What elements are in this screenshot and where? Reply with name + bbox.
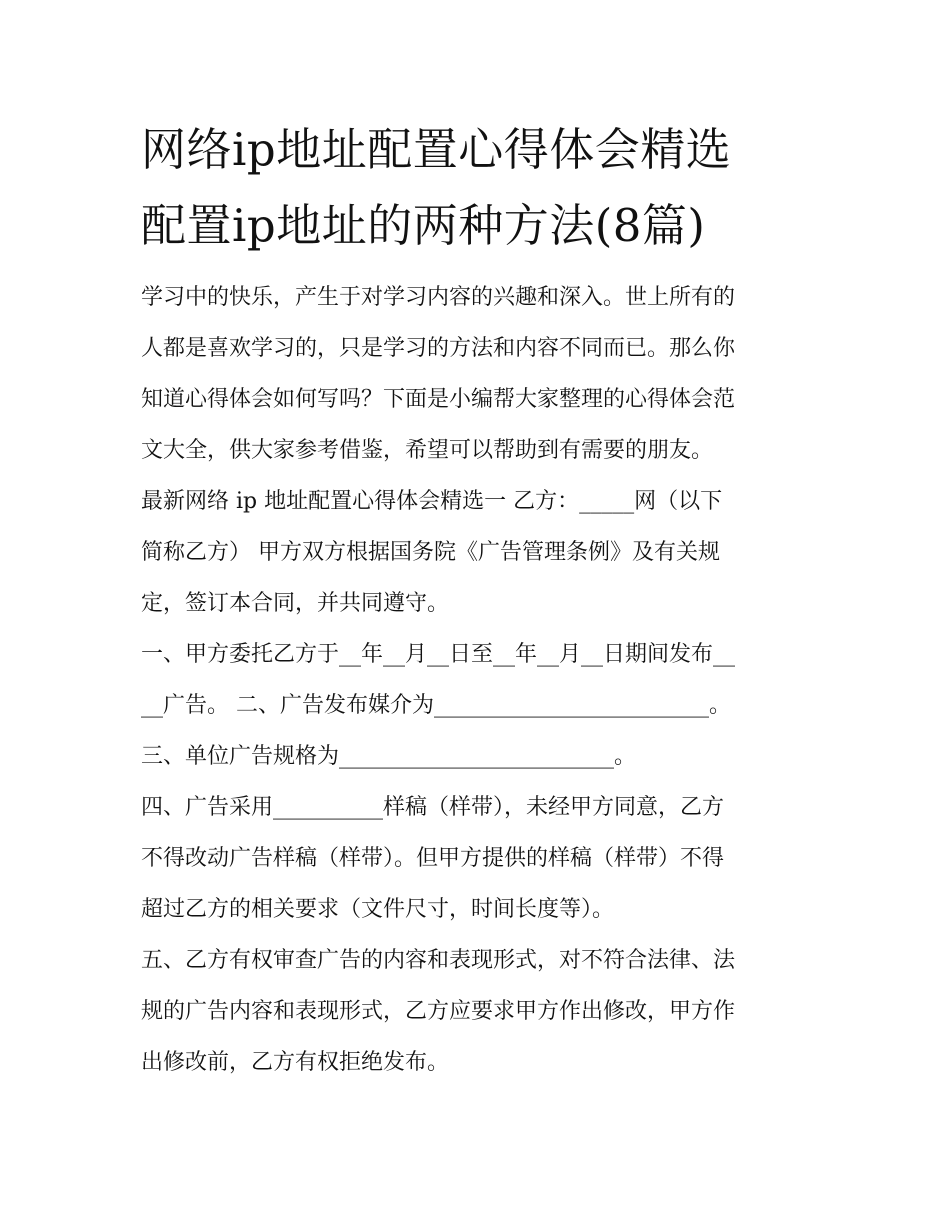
- text-line: 三、单位广告规格为_________________________。: [141, 744, 637, 769]
- text-line: 四、广告采用__________样稿（样带），未经甲方同意，乙方: [141, 795, 725, 820]
- text-line: 学习中的快乐，产生于对学习内容的兴趣和深入。世上所有的: [141, 285, 736, 310]
- document-page: [141, 112, 813, 1088]
- text-line: 不得改动广告样稿（样带）。但甲方提供的样稿（样带）不得: [141, 846, 725, 871]
- text-line: 人都是喜欢学习的，只是学习的方法和内容不同而已。那么你: [141, 336, 736, 361]
- text-line: 定，签订本合同，并共同遵守。: [141, 591, 450, 616]
- title-line: 配置ip地址的两种方法(8篇): [141, 199, 706, 252]
- text-line: 出修改前，乙方有权拒绝发布。: [141, 1050, 450, 1075]
- text-line: 文大全，供大家参考借鉴，希望可以帮助到有需要的朋友。: [141, 438, 714, 463]
- clause-one-paragraph: [141, 629, 813, 731]
- clause-four-paragraph: [141, 782, 813, 935]
- text-line: 规的广告内容和表现形式，乙方应要求甲方作出修改，甲方作: [141, 999, 736, 1024]
- text-line: 一、甲方委托乙方于__年__月__日至__年__月__日期间发布__: [141, 642, 736, 667]
- document-body: [141, 272, 813, 1088]
- clause-three-paragraph: [141, 731, 813, 782]
- text-line: 超过乙方的相关要求（文件尺寸，时间长度等）。: [141, 897, 615, 922]
- text-line: 五、乙方有权审查广告的内容和表现形式，对不符合法律、法: [141, 948, 736, 973]
- title-line: 网络ip地址配置心得体会精选: [141, 123, 732, 176]
- text-line: 知道心得体会如何写吗？下面是小编帮大家整理的心得体会范: [141, 387, 736, 412]
- text-line: 简称乙方） 甲方双方根据国务院《广告管理条例》及有关规: [141, 540, 720, 565]
- document-title: [141, 112, 813, 264]
- text-line: __广告。 二、广告发布媒介为_________________________。: [141, 693, 731, 718]
- intro-paragraph: [141, 272, 813, 476]
- clause-five-paragraph: [141, 935, 813, 1088]
- contract-preamble-paragraph: [141, 476, 813, 629]
- text-line: 最新网络 ip 地址配置心得体会精选一 乙方：_____网（以下: [141, 489, 723, 514]
